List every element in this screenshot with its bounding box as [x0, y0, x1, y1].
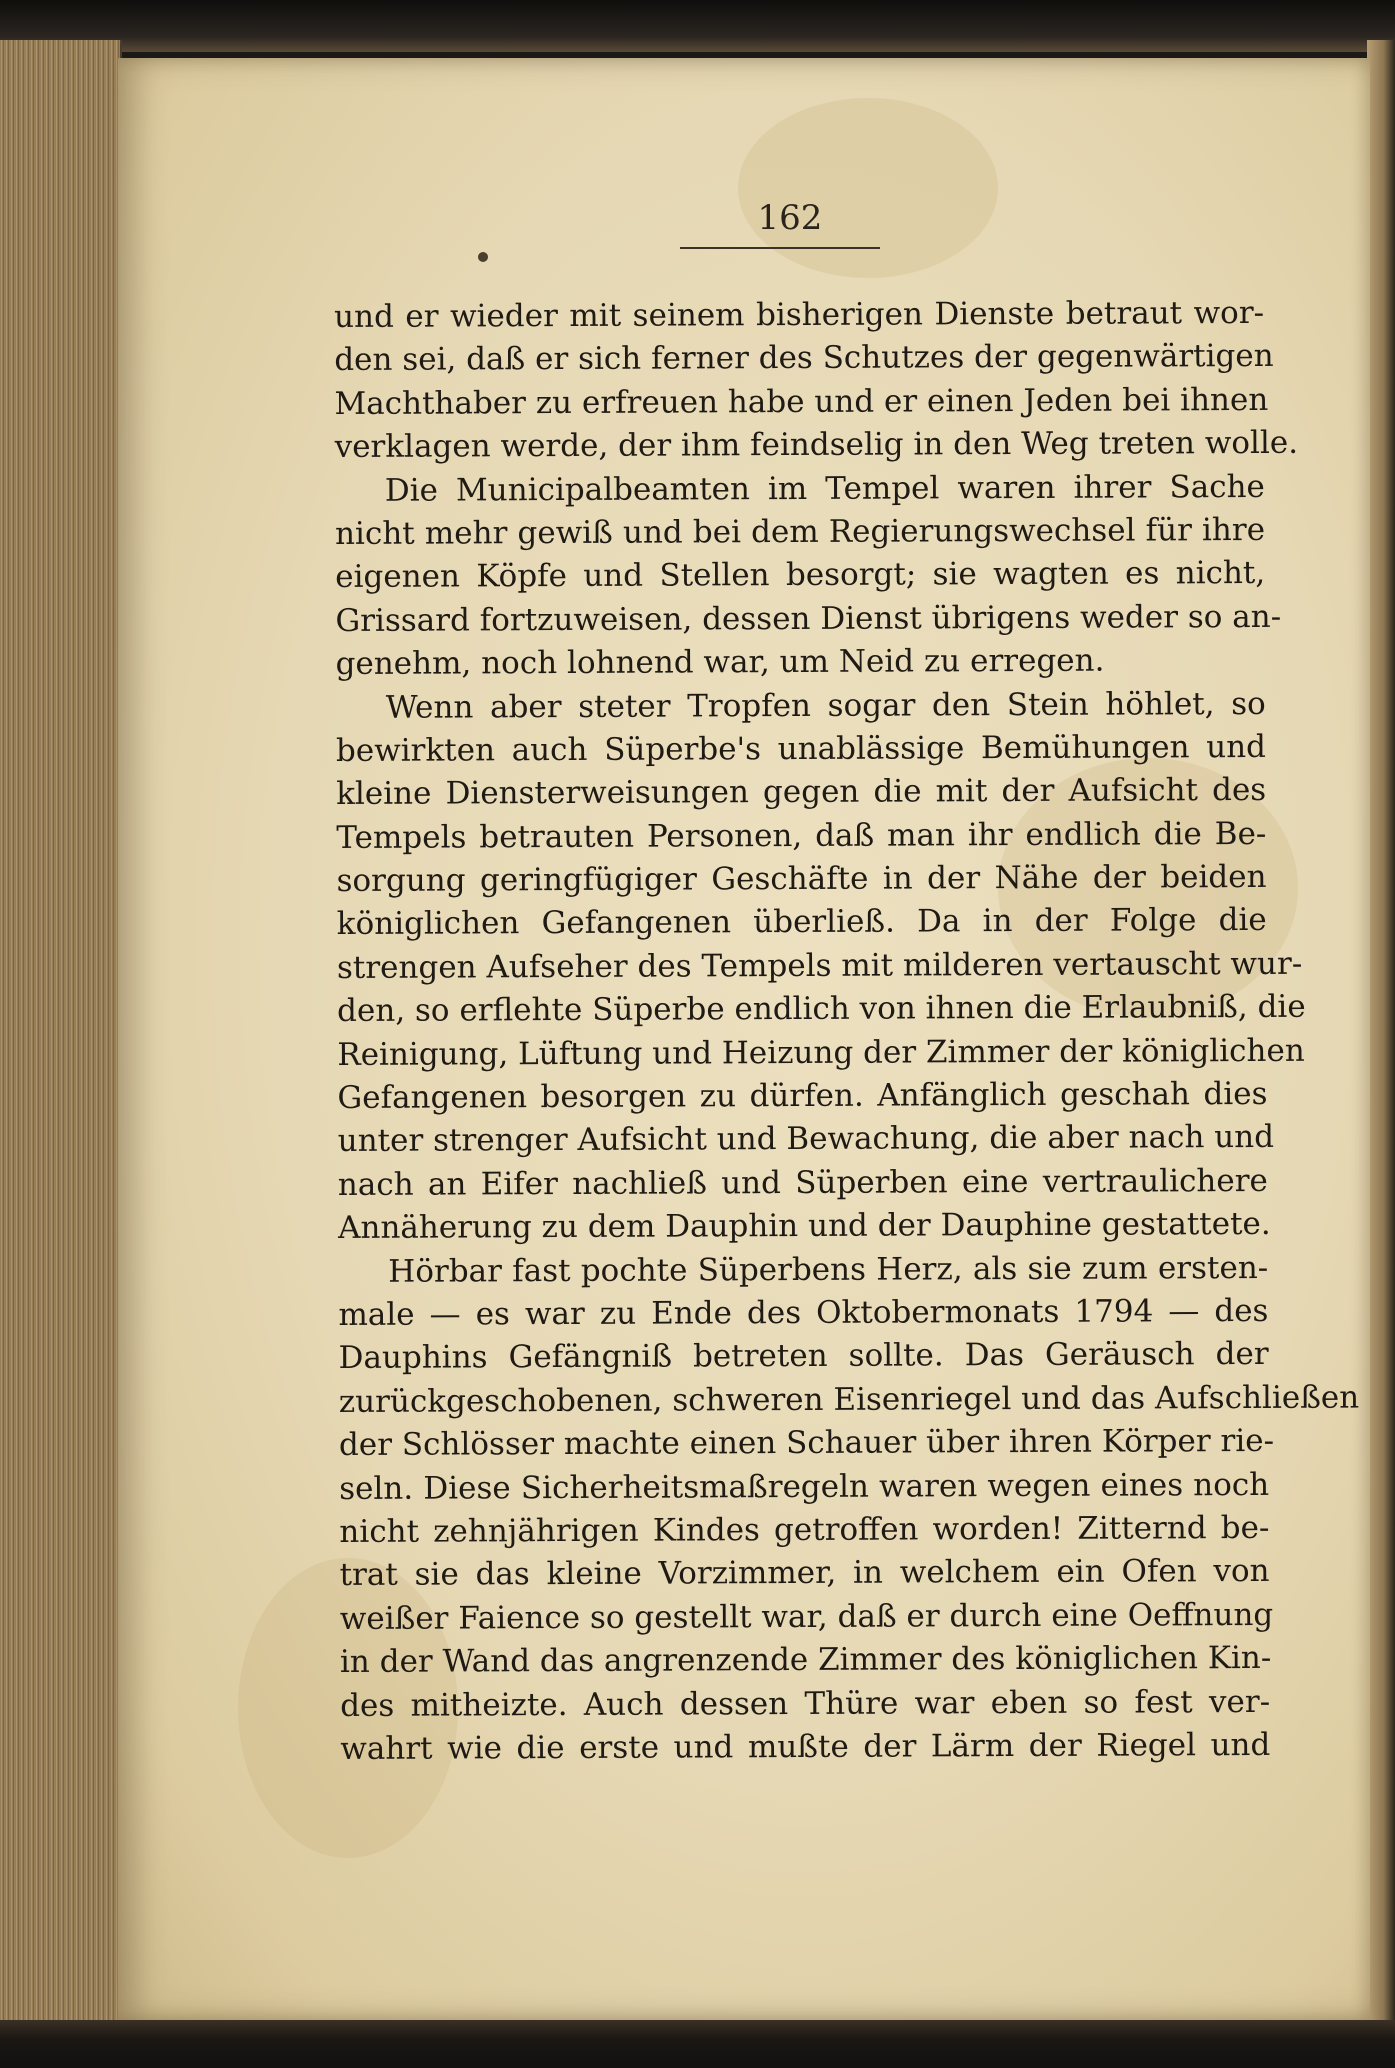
text-line: weißer Faience so gestellt war, daß er durch eine Oeffnung — [339, 1596, 1274, 1637]
text-line: sorgung geringfügiger Geschäfte in der Nähe der beiden — [336, 859, 1267, 900]
text-line: male — es war zu Ende des Oktobermonats 1794 — des — [338, 1292, 1269, 1333]
text-line: verklagen werde, der ihm feindselig in den Weg treten wolle. — [334, 424, 1299, 466]
text-line: Gefangenen besorgen zu dürfen. Anfänglich geschah dies — [337, 1075, 1268, 1117]
text-line: strengen Aufseher des Tempels mit milderen vertauscht wur- — [336, 945, 1303, 986]
text-line: königlichen Gefangenen überließ. Da in der Folge die — [336, 902, 1267, 943]
ink-speck — [478, 252, 488, 262]
text-line: Tempels betrauten Personen, daß man ihr endlich die Be- — [336, 815, 1267, 856]
book-right-edge — [1367, 40, 1395, 2030]
text-line: den sei, daß er sich ferner des Schutzes der gegenwärtigen — [334, 338, 1274, 379]
text-line: nach an Eifer nachließ und Süperben eine vertraulichere — [337, 1162, 1268, 1203]
text-line: Wenn aber steter Tropfen sogar den Stein höhlet, so — [385, 685, 1266, 726]
text-line: genehm, noch lohnend war, um Neid zu erregen. — [335, 642, 1105, 683]
text-line: unter strenger Aufsicht und Bewachung, die aber nach und — [337, 1119, 1275, 1160]
text-line: Grissard fortzuweisen, dessen Dienst übrigens weder so an- — [335, 598, 1282, 639]
text-line: zurückgeschobenen, schweren Eisenriegel und das Aufschließen — [338, 1379, 1360, 1420]
text-line: nicht mehr gewiß und bei dem Regierungswechsel für ihre — [334, 511, 1266, 552]
paper-stain — [738, 98, 998, 278]
text-line: und er wieder mit seinem bisherigen Dienste betraut wor- — [334, 294, 1265, 335]
text-line: der Schlösser machte einen Schauer über ihren Körper rie- — [338, 1423, 1275, 1464]
book-bottom-edge — [0, 2020, 1395, 2068]
header-rule — [680, 247, 880, 249]
text-line: nicht zehnjährigen Kindes getroffen worden! Zitternd be- — [339, 1509, 1270, 1550]
text-line: kleine Diensterweisungen gegen die mit der Aufsicht des — [336, 772, 1267, 813]
text-line: bewirkten auch Süperbe's unablässige Bemühungen und — [335, 728, 1267, 769]
text-line: des mitheizte. Auch dessen Thüre war eben so fest ver- — [340, 1683, 1271, 1724]
text-line: Annäherung zu dem Dauphin und der Dauphine gestattete. — [337, 1206, 1271, 1247]
text-line: eigenen Köpfe und Stellen besorgt; sie wagten es nicht, — [335, 555, 1266, 596]
text-line: Die Municipalbeamten im Tempel waren ihrer Sache — [384, 468, 1265, 509]
text-line: in der Wand das angrenzende Zimmer des königlichen Kin- — [339, 1640, 1272, 1681]
text-line: Reinigung, Lüftung und Heizung der Zimmer der königlichen — [337, 1032, 1305, 1073]
text-line: Machthaber zu erfreuen habe und er einen Jeden bei ihnen — [334, 381, 1269, 422]
page-number: 162 — [757, 198, 823, 238]
text-line: den, so erflehte Süperbe endlich von ihnen die Erlaubniß, die — [337, 989, 1306, 1030]
book-top-edge — [0, 0, 1395, 52]
text-line: Hörbar fast pochte Süperbens Herz, als sie zum ersten- — [388, 1249, 1269, 1290]
text-line: seln. Diese Sicherheitsmaßregeln waren wegen eines noch — [339, 1466, 1270, 1507]
text-line: trat sie das kleine Vorzimmer, in welchem ein Ofen von — [339, 1553, 1270, 1594]
text-line: Dauphins Gefängniß betreten sollte. Das Geräusch der — [338, 1336, 1269, 1377]
body-text — [334, 292, 1360, 1771]
text-line: wahrt wie die erste und mußte der Lärm der Riegel und — [340, 1726, 1271, 1767]
book-page-edges — [0, 40, 122, 2025]
